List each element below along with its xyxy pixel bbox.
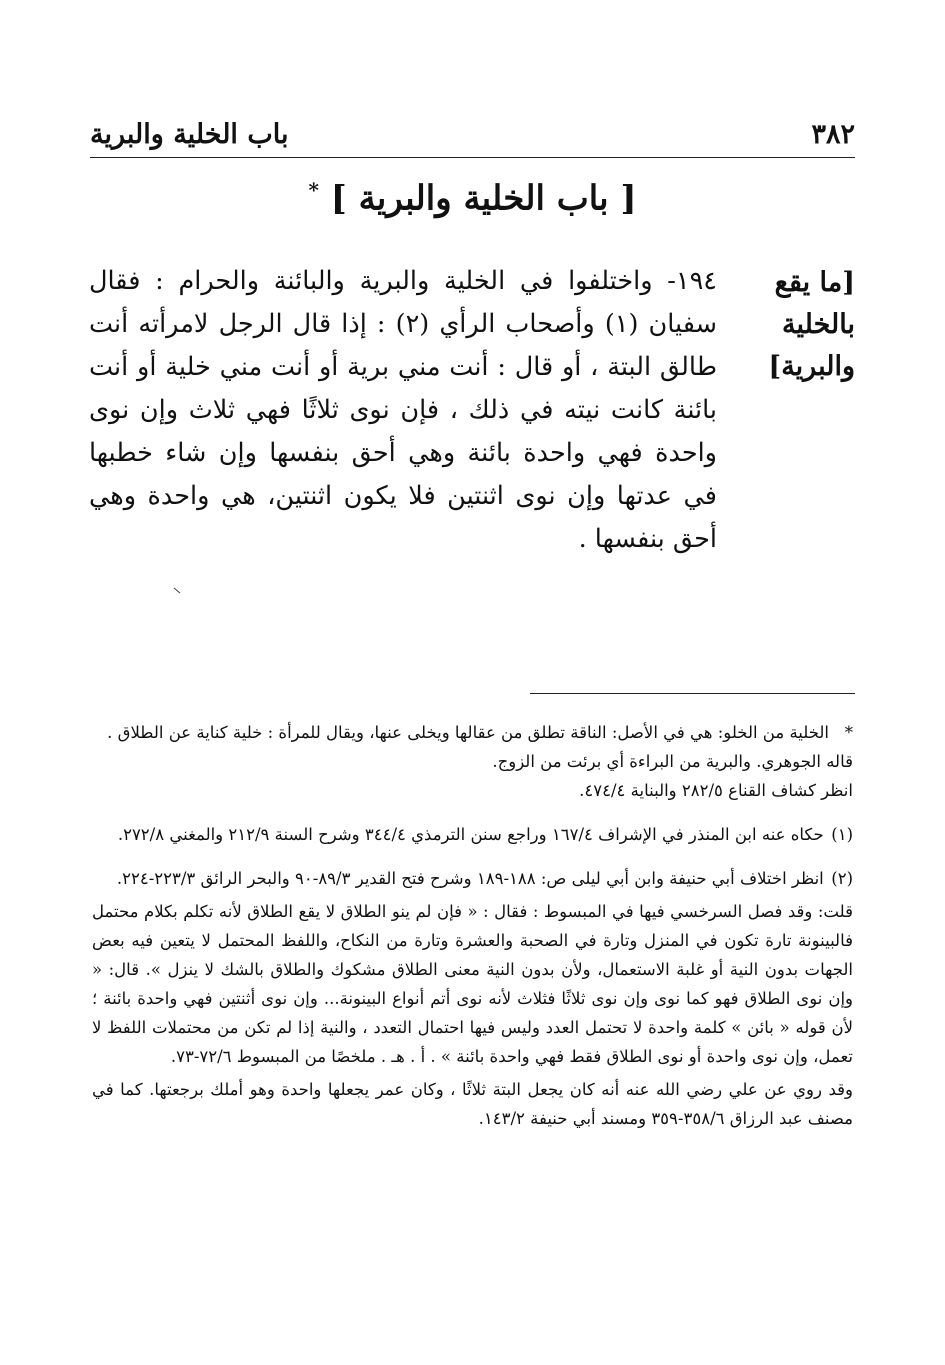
footnote-2 bbox=[92, 864, 853, 1133]
stray-mark bbox=[174, 588, 181, 594]
footnote-2-narration: وقد روي عن علي رضي الله عنه أنه كان يجعل البتة ثلاثًا ، وكان عمر يجعلها واحدة وهو أملك برجعتها. كما في مصنف عبد الرزاق ٣٥٨/٦-٣٥٩ ومسند أبي حنيفة ١٤٣/٢. bbox=[92, 1080, 853, 1128]
running-title: باب الخلية والبرية bbox=[90, 119, 289, 150]
footnote-text: الخلية من الخلو: هي في الأصل: الناقة تطلق من عقالها ويخلى عنها، ويقال للمرأة : خلية كناية عن الطلاق . bbox=[107, 723, 829, 742]
footnote-line: انظر كشاف القناع ٢٨٢/٥ والبناية ٤٧٤/٤. bbox=[579, 781, 853, 800]
footnote-marker: * bbox=[844, 723, 853, 742]
footnote-text: انظر اختلاف أبي حنيفة وابن أبي ليلى ص: ١٨٨-١٨٩ وشرح فتح القدير ٨٩/٣-٩٠ والبحر الرائق ٢٢٣/٣-٢٢٤. bbox=[116, 869, 824, 888]
side-note-line: والبرية] bbox=[768, 351, 855, 382]
chapter-title-text: [ باب الخلية والبرية ] bbox=[330, 178, 637, 219]
footnotes bbox=[92, 718, 853, 1148]
footnote-2-commentary: قلت: وقد فصل السرخسي فيها في المبسوط : فقال : « فإن لم ينو الطلاق لا يقع الطلاق لأنه تكلم بكلام محتمل فالبينونة تارة تكون في المنزل وتارة في الصحبة والعشرة وتارة من النكاح، واللفظ المحتمل لا يتعين فيه بعض الجهات بدون النية أو غلبة الاستعمال، ولأن بدون النية معنى الطلاق مشكوك والطلاق بالشك لا ينزل ». قال: « وإن نوى الطلاق فهو كما نوى وإن نوى ثلاثًا فثلاث لأنه نوى أتم أنواع البينونة... وإن نوى أثنتين فهي واحدة بائنة ؛ لأن قوله « بائن » كلمة واحدة لا تحتمل العدد وليس فيها احتمال التعدد ، والنية إذا لم تكن من محتملات اللفظ لا تعمل، وإن نوى واحدة أو نوى الطلاق فقط فهي واحدة بائنة » . أ . هـ . ملخصًا من المبسوط ٧٢/٦-٧٣. bbox=[92, 902, 853, 1066]
side-note-line: [ما يقع bbox=[774, 267, 855, 298]
footnote-2-sources bbox=[92, 864, 853, 893]
footnote-text: حكاه عنه ابن المنذر في الإشراف ١٦٧/٤ وراجع سنن الترمذي ٣٤٤/٤ وشرح السنة ٢١٢/٩ والمغني ٢٧٢/٨. bbox=[117, 825, 824, 844]
paragraph-194: ١٩٤- واختلفوا في الخلية والبرية والبائنة والحرام : فقال سفيان (١) وأصحاب الرأي (٢) : إذا قال الرجل لامرأته أنت طالق البتة ، أو قال : أنت مني برية أو أنت مني خلية أو أنت بائنة كانت نيته في ذلك ، فإن نوى ثلاثًا فهي ثلاث وإن نوى واحدة فهي واحدة بائنة وهي أحق بنفسها وإن شاء خطبها في عدتها وإن نوى اثنتين فلا يكون اثنتين، هي واحدة وهي أحق بنفسها . bbox=[89, 266, 718, 554]
running-header bbox=[90, 100, 855, 150]
footnote-separator bbox=[530, 693, 855, 694]
footnote-marker: (٢) bbox=[831, 869, 853, 888]
chapter-title bbox=[90, 178, 855, 218]
side-note-line: بالخلية bbox=[782, 309, 855, 340]
page-number: ٣٨٢ bbox=[811, 119, 855, 150]
main-paragraph bbox=[89, 260, 717, 561]
footnote-1 bbox=[92, 820, 853, 849]
footnote-star bbox=[92, 718, 853, 805]
margin-side-note bbox=[735, 262, 855, 388]
header-rule bbox=[90, 157, 855, 158]
footnote-line: قاله الجوهري. والبرية من البراءة أي برئت من الزوج. bbox=[492, 752, 853, 771]
chapter-title-mark: * bbox=[308, 178, 319, 202]
footnote-marker: (١) bbox=[831, 825, 853, 844]
footnote-line bbox=[92, 718, 853, 747]
